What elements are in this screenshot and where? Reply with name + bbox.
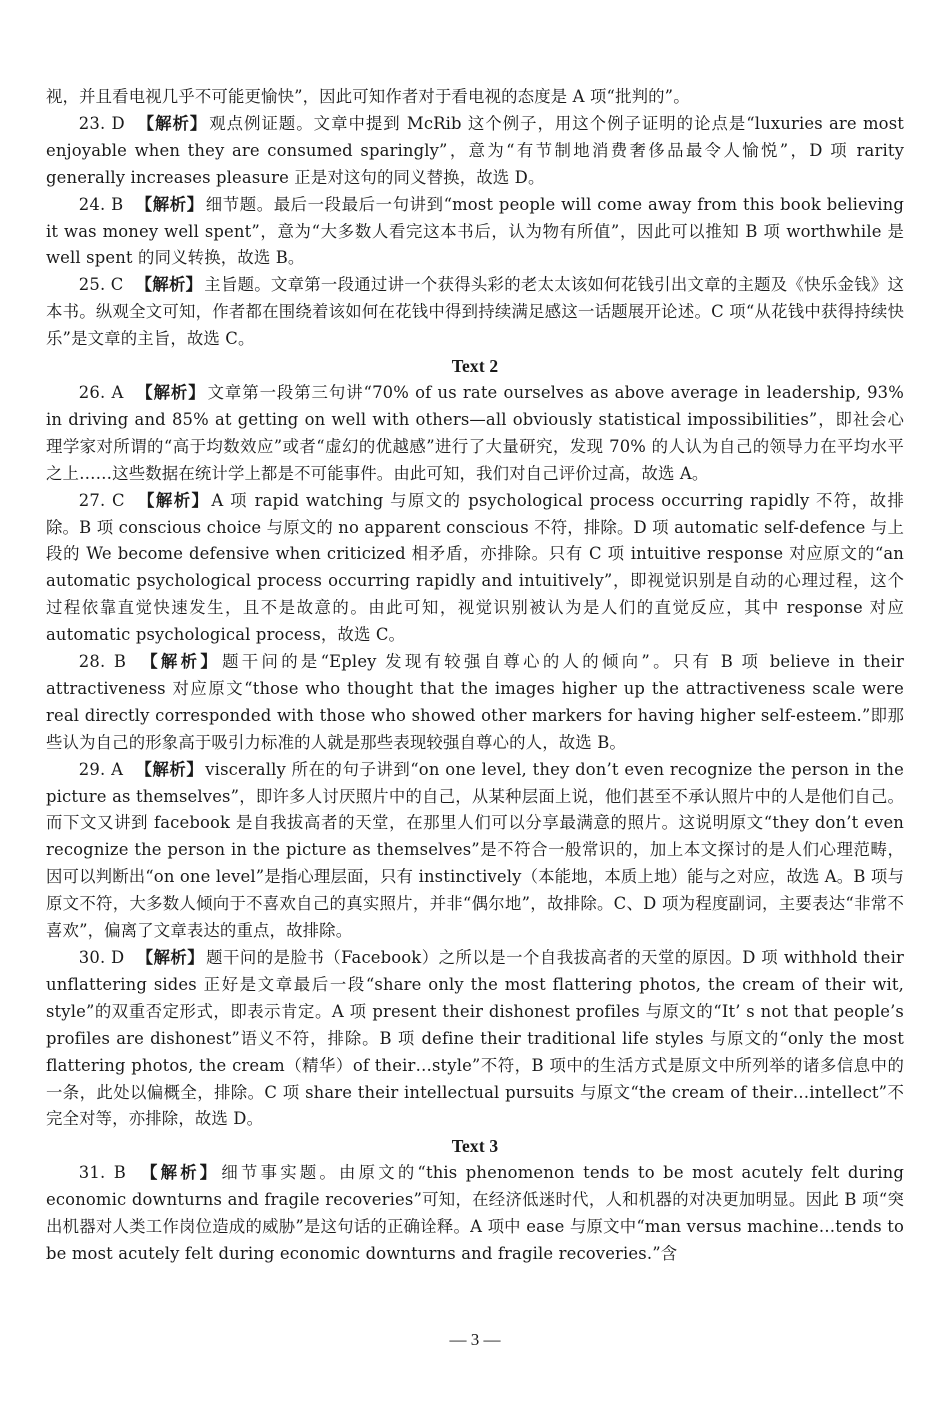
analysis-text: 题干问的是“Epley 发现有较强自尊心的人的倾向”。只有 B 项 believe in their attractiveness 对应原文“those who thought that the images higher up the attractiveness scale were real directly corresponded with those who showed other markers for having higher self-esteem.”即那些认为自己的形象高于吸引力标准的人就是那些表现较强自尊心的人，故选 B。 bbox=[46, 652, 904, 752]
answer-key: 31. B bbox=[78, 1163, 126, 1183]
answer-item-q25 bbox=[46, 272, 904, 353]
answer-item-q30 bbox=[46, 945, 904, 1133]
answer-item-q26 bbox=[46, 380, 904, 488]
answer-key: 24. B bbox=[78, 194, 124, 214]
section-heading-text2: Text 2 bbox=[451, 356, 499, 377]
page-number: — 3 — bbox=[449, 1330, 501, 1349]
analysis-tag: 【解析】 bbox=[135, 759, 204, 779]
analysis-tag: 【解析】 bbox=[136, 490, 210, 510]
answer-key: 27. C bbox=[78, 490, 125, 510]
answer-analysis-page bbox=[46, 84, 904, 1268]
answer-key: 29. A bbox=[78, 759, 124, 779]
analysis-tag: 【解析】 bbox=[135, 382, 206, 402]
answer-item-q23 bbox=[46, 111, 904, 192]
answer-item-q24 bbox=[46, 192, 904, 273]
analysis-text: viscerally 所在的句子讲到“on one level, they don’t even recognize the person in the picture as themselves”，即许多人讨厌照片中的自己，从某种层面上说，他们甚至不承认照片中的人是他们自己。而下文又讲到 facebook 是自我拔高者的天堂，在那里人们可以分享最满意的照片。这说明原文“they don’t even recognize the person in the picture as themselves”是不符合一般常识的，加上本文探讨的是人们心理范畴，因可以判断出“on one level”是指心理层面，只有 instinctively（本能地，本质上地）能与之对应，故选 A。B 项与原文不符，大多数人倾向于不喜欢自己的真实照片，并非“偶尔地”，故排除。C、D 项为程度副词，主要表达“非常不喜欢”，偏离了文章表达的重点，故排除。 bbox=[46, 759, 904, 941]
answer-key: 30. D bbox=[78, 948, 125, 967]
answer-key: 26. A bbox=[78, 382, 124, 402]
analysis-text: 主旨题。文章第一段通过讲一个获得头彩的老太太该如何花钱引出文章的主题及《快乐金钱》这本书。纵观全文可知，作者都在围绕着该如何在花钱中得到持续满足感这一话题展开论述。C 项“从花钱中获得持续快乐”是文章的主旨，故选 C。 bbox=[46, 275, 904, 349]
answer-item-q31 bbox=[46, 1160, 904, 1268]
answer-item-q29 bbox=[46, 757, 904, 945]
analysis-text: 细节题。最后一段最后一句讲到“most people will come away from this book believing it was money well spent”，意为“大多数人看完这本书后，认为物有所值”，因此可以推知 B 项 worthwhile 是 well spent 的同义转换，故选 B。 bbox=[46, 194, 904, 268]
analysis-tag: 【解析】 bbox=[138, 652, 221, 672]
analysis-text: 文章第一段第三句讲“70% of us rate ourselves as above average in leadership, 93% in driving and 85% at getting on well with others—all obviously statistical impossibilities”，即社会心理学家对所谓的“高于均数效应”或者“虚幻的优越感”进行了大量研究，发现 70% 的人认为自己的领导力在平均水平之上……这些数据在统计学上都是不可能事件。由此可知，我们对自己评价过高，故选 A。 bbox=[46, 382, 904, 483]
answer-key: 25. C bbox=[78, 275, 124, 295]
answer-item-q28 bbox=[46, 649, 904, 757]
analysis-tag: 【解析】 bbox=[136, 948, 205, 967]
answer-key: 23. D bbox=[78, 113, 125, 133]
analysis-text: 视，并且看电视几乎不可能更愉快”，因此可知作者对于看电视的态度是 A 项“批判的”。 bbox=[46, 87, 690, 106]
analysis-tag: 【解析】 bbox=[137, 1163, 220, 1183]
continued-text bbox=[46, 84, 904, 111]
analysis-text: A 项 rapid watching 与原文的 psychological process occurring rapidly 不符，故排除。B 项 conscious choice 与原文的 no apparent conscious 不符，排除。D 项 automatic self-defence 与上段的 We become defensive when criticized 相矛盾，亦排除。只有 C 项 intuitive response 对应原文的“an automatic psychological process occurring rapidly and intuitively”，即视觉识别是自动的心理过程，这个过程依靠直觉快速发生，且不是故意的。由此可知，视觉识别被认为是人们的直觉反应，其中 response 对应 automatic psychological process，故选 C。 bbox=[46, 490, 905, 645]
analysis-tag: 【解析】 bbox=[136, 113, 208, 133]
analysis-tag: 【解析】 bbox=[135, 194, 204, 214]
analysis-text: 细节事实题。由原文的“this phenomenon tends to be most acutely felt during economic downturns and fragile recoveries”可知，在经济低迷时代，人和机器的对决更加明显。因此 B 项“突出机器对人类工作岗位造成的威胁”是这句话的正确诠释。A 项中 ease 与原文中“man versus machine…tends to be most acutely felt during economic downturns and fragile recoveries.”含 bbox=[46, 1163, 904, 1263]
analysis-text: 题干问的是脸书（Facebook）之所以是一个自我拔高者的天堂的原因。D 项 withhold their unflattering sides 正好是文章最后一段“share only the most flattering photos, the cream of their wit, style”的双重否定形式，即表示肯定。A 项 present their dishonest profiles 与原文的“It’ s not that people’s profiles are dishonest”语义不符，排除。B 项 define their traditional life styles 与原文的“only the most flattering photos, the cream（精华）of their…style”不符，B 项中的生活方式是原文中所列举的诸多信息中的一条，此处以偏概全，排除。C 项 share their intellectual pursuits 与原文“the cream of their…intellect”不完全对等，亦排除，故选 D。 bbox=[46, 948, 904, 1129]
answer-key: 28. B bbox=[78, 652, 127, 672]
section-heading-text3: Text 3 bbox=[451, 1136, 499, 1157]
answer-item-q27 bbox=[46, 488, 904, 649]
analysis-tag: 【解析】 bbox=[135, 275, 203, 295]
analysis-text: 观点例证题。文章中提到 McRib 这个例子，用这个例子证明的论点是“luxuries are most enjoyable when they are consumed sparingly”，意为“有节制地消费奢侈品最令人愉悦”，D 项 rarity generally increases pleasure 正是对这句的同义替换，故选 D。 bbox=[46, 113, 904, 187]
